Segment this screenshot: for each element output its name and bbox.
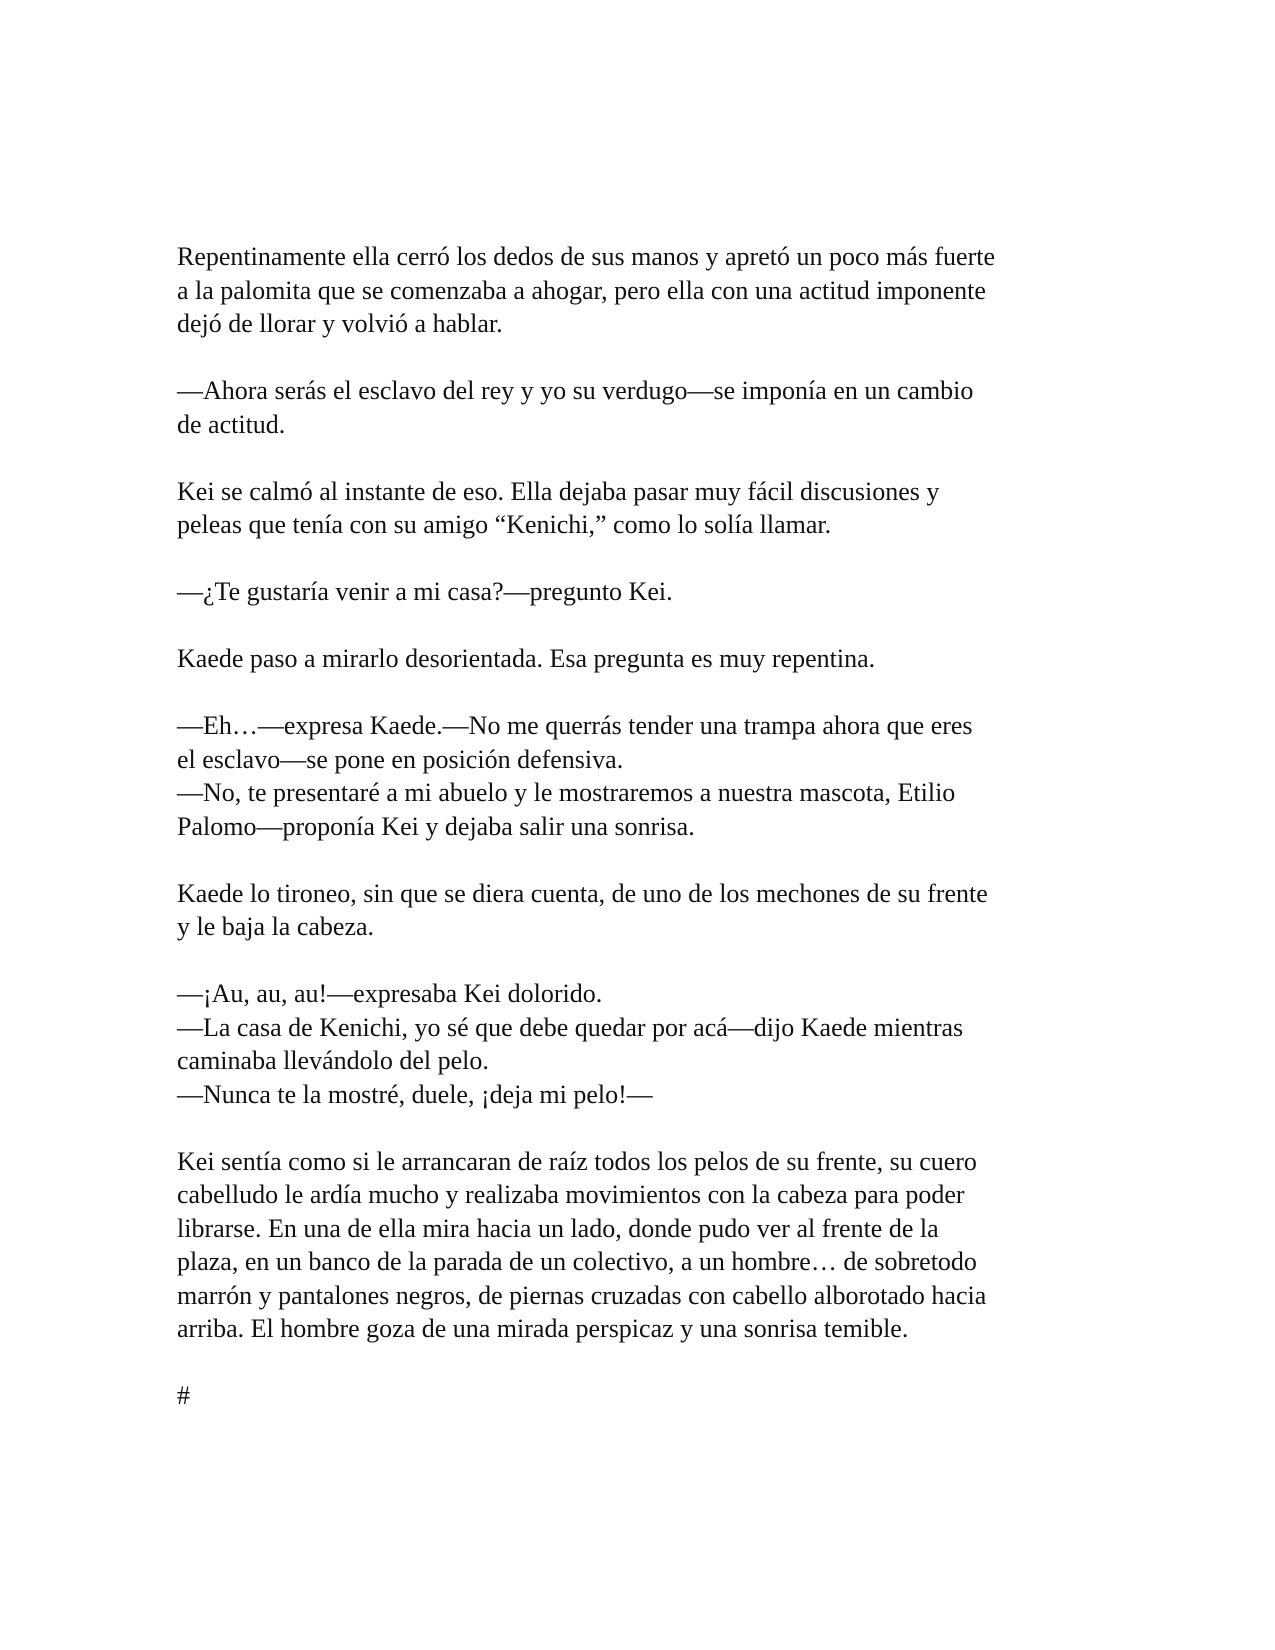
paragraph	[177, 575, 1097, 609]
text-line: Kei se calmó al instante de eso. Ella dejaba pasar muy fácil discusiones y	[177, 476, 940, 506]
paragraph-gap	[177, 1346, 1097, 1380]
text-line: —No, te presentaré a mi abuelo y le mostraremos a nuestra mascota, Etilio	[177, 778, 956, 807]
paragraph	[177, 374, 1097, 441]
document-page	[177, 240, 1097, 1413]
text-line: —La casa de Kenichi, yo sé que debe quedar por acá—dijo Kaede mientras	[177, 1012, 964, 1042]
text-line: —¡Au, au, au!—expresaba Kei dolorido.	[177, 979, 603, 1008]
text-line: y le baja la cabeza.	[177, 912, 375, 941]
paragraph-gap	[177, 676, 1097, 710]
paragraph	[177, 977, 1097, 1011]
paragraph	[177, 1145, 1097, 1346]
paragraph	[177, 709, 1097, 776]
text-line: de actitud.	[177, 409, 286, 439]
text-line: plaza, en un banco de la parada de un colectivo, a un hombre… de sobretodo	[177, 1247, 977, 1276]
paragraph	[177, 642, 1097, 676]
paragraph	[177, 776, 1097, 843]
paragraph-gap	[177, 441, 1097, 475]
text-line: —¿Te gustaría venir a mi casa?—pregunto Kei.	[177, 577, 673, 606]
paragraph	[177, 475, 1097, 542]
scene-break-marker	[177, 1379, 1097, 1413]
text-line: arriba. El hombre goza de una mirada perspicaz y una sonrisa temible.	[177, 1314, 909, 1343]
text-line: cabelludo le ardía mucho y realizaba movimientos con la cabeza para poder	[177, 1180, 965, 1209]
paragraph-gap	[177, 609, 1097, 643]
paragraph	[177, 877, 1097, 944]
paragraph	[177, 1011, 1097, 1078]
text-line: #	[177, 1381, 190, 1410]
paragraph-gap	[177, 341, 1097, 375]
text-line: dejó de llorar y volvió a hablar.	[177, 309, 503, 338]
text-line: Kaede lo tironeo, sin que se diera cuenta, de uno de los mechones de su frente	[177, 878, 988, 908]
text-line: peleas que tenía con su amigo “Kenichi,” como lo solía llamar.	[177, 510, 832, 539]
text-line: Kaede paso a mirarlo desorientada. Esa pregunta es muy repentina.	[177, 644, 876, 673]
text-line: caminaba llevándolo del pelo.	[177, 1046, 489, 1075]
text-line: Repentinamente ella cerró los dedos de sus manos y apretó un poco más fuerte	[177, 242, 996, 271]
text-line: —Nunca te la mostré, duele, ¡deja mi pelo!—	[177, 1079, 653, 1109]
text-line: Palomo—proponía Kei y dejaba salir una sonrisa.	[177, 811, 695, 841]
text-line: —Eh…—expresa Kaede.—No me querrás tender una trampa ahora que eres	[177, 711, 973, 740]
paragraph-gap	[177, 944, 1097, 978]
paragraph-gap	[177, 843, 1097, 877]
text-line: a la palomita que se comenzaba a ahogar, pero ella con una actitud imponente	[177, 275, 986, 305]
text-line: marrón y pantalones negros, de piernas cruzadas con cabello alborotado hacia	[177, 1280, 987, 1310]
text-line: librarse. En una de ella mira hacia un lado, donde pudo ver al frente de la	[177, 1213, 939, 1243]
paragraph	[177, 240, 1097, 341]
paragraph	[177, 1078, 1097, 1112]
text-line: Kei sentía como si le arrancaran de raíz todos los pelos de su frente, su cuero	[177, 1146, 977, 1176]
paragraph-gap	[177, 1111, 1097, 1145]
text-line: —Ahora serás el esclavo del rey y yo su verdugo—se imponía en un cambio	[177, 376, 974, 405]
paragraph-gap	[177, 542, 1097, 576]
text-line: el esclavo—se pone en posición defensiva.	[177, 744, 624, 774]
